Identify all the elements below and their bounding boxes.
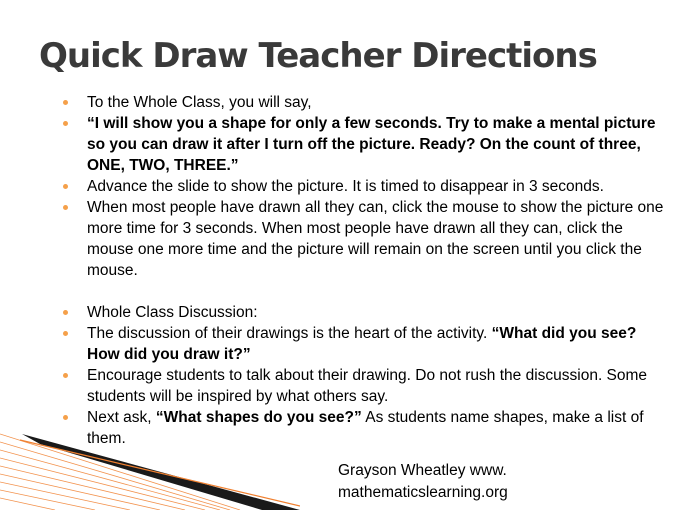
list-item [62, 92, 668, 113]
list-item [62, 197, 668, 281]
list-item [62, 113, 668, 176]
orange-accent-line [20, 440, 300, 506]
bullet-text: Advance the slide to show the picture. It is timed to disappear in 3 seconds. [87, 178, 604, 195]
bullet-icon [63, 121, 68, 126]
directions-list [62, 92, 668, 449]
bullet-icon [63, 331, 68, 336]
list-item [62, 302, 668, 323]
credit-line-2: mathematicslearning.org [338, 484, 508, 501]
list-spacer [62, 281, 668, 302]
list-item [62, 407, 668, 449]
bullet-icon [63, 100, 68, 105]
slide-title: Quick Draw Teacher Directions [39, 36, 597, 76]
bullet-text: The discussion of their drawings is the heart of the activity. [87, 325, 492, 342]
list-item [62, 323, 668, 365]
author-credit [338, 460, 508, 504]
bullet-icon [63, 373, 68, 378]
bullet-bold-text: “What did you see? How did you draw it?” [87, 325, 637, 363]
bullet-text: Next ask, [87, 409, 156, 426]
bullet-icon [63, 415, 68, 420]
bullet-text: When most people have drawn all they can, click the mouse to show the picture one more time for 3 seconds. When most people have drawn all they can, click the mouse one more time and the picture will remain on the screen until you click the mouse. [87, 199, 664, 279]
list-item [62, 365, 668, 407]
bullet-icon [63, 205, 68, 210]
bullet-text: Encourage students to talk about their drawing. Do not rush the discussion. Some students will be inspired by what others say. [87, 367, 648, 405]
bullet-text: As students name shapes, make a list of them. [87, 409, 644, 447]
credit-line-1: Grayson Wheatley www. [338, 462, 507, 479]
bullet-bold-text: “What shapes do you see?” [155, 409, 362, 426]
bullet-text: “I will show you a shape for only a few seconds. Try to make a mental picture so you can draw it after I turn off the picture. Ready? On the count of three, ONE, TWO, THREE.” [87, 115, 656, 174]
list-item [62, 176, 668, 197]
bullet-icon [63, 310, 68, 315]
bullet-text: To the Whole Class, you will say, [87, 94, 312, 111]
bullet-text: Whole Class Discussion: [87, 304, 258, 321]
bullet-icon [63, 184, 68, 189]
